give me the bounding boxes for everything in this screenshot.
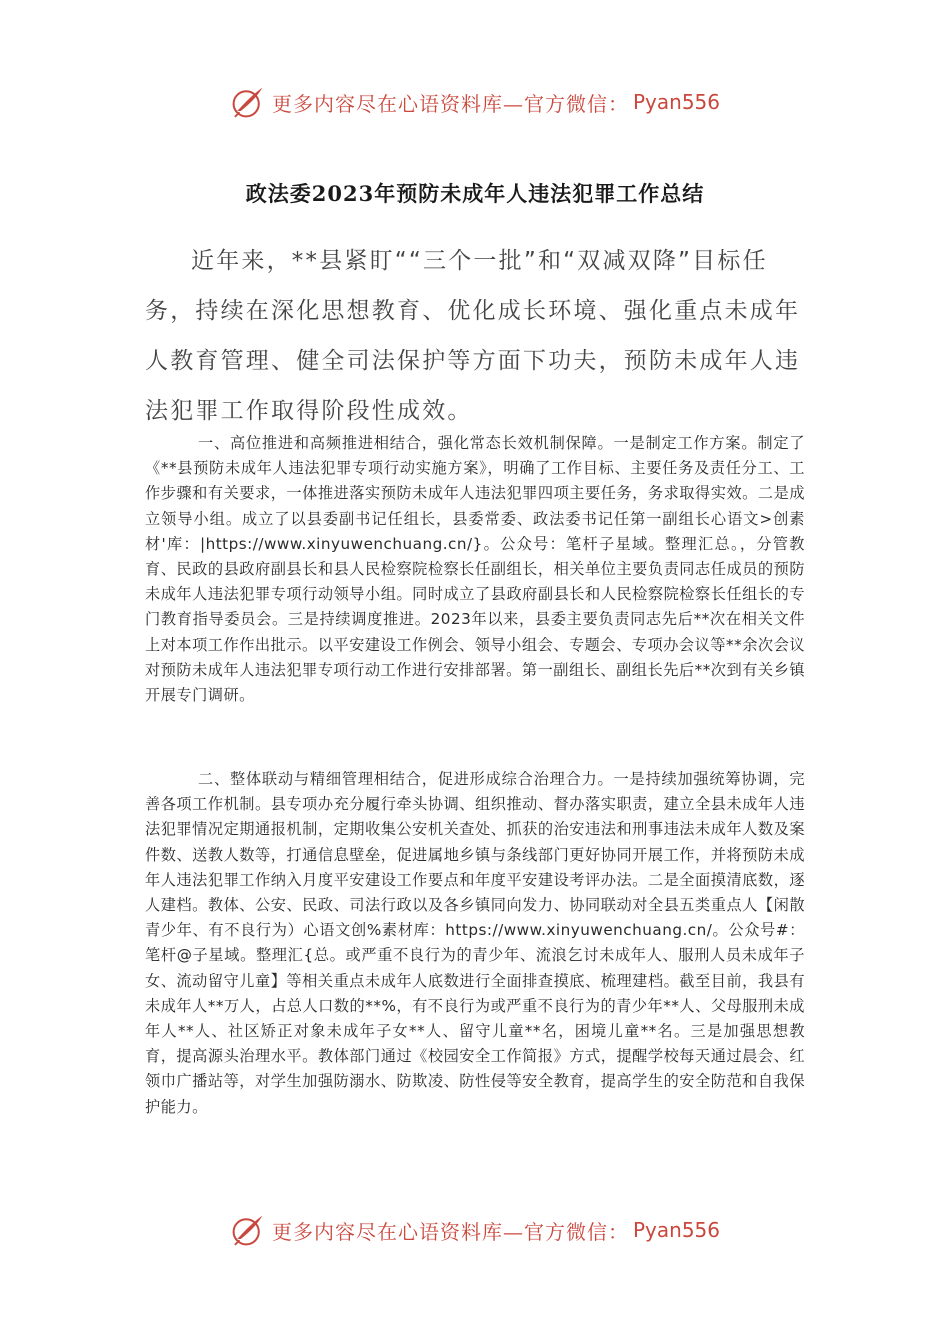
document-title: 政法委2023年预防未成年人违法犯罪工作总结 [245, 181, 705, 206]
body-paragraph-2: 二、整体联动与精细管理相结合，促进形成综合治理合力。一是持续加强统筹协调，完善各项工作机制。县专项办充分履行牵头协调、组织推动、督办落实职责，建立全县未成年人违法犯罪情况定期通报机制，定期收集公安机关查处、抓获的治安违法和刑事违法未成年人数及案件数、送教人数等，打通信息壁垒，促进属地乡镇与条线部门更好协同开展工作，并将预防未成年人违法犯罪工作纳入月度平安建设工作要点和年度平安建设考评办法。二是全面摸清底数，逐人建档。教体、公安、民政、司法行政以及各乡镇同向发力、协同联动对全县五类重点人【闲散青少年、有不良行为）心语文创%素材库：https://www.xinyuwenchuang.cn/。公众号#：笔杆@子星域。整理汇{总。或严重不良行为的青少年、流浪乞讨未成年人、服刑人员未成年子女、流动留守儿童】等相关重点未成年人底数进行全面排查摸底、梳理建档。截至目前，我县有未成年人**万人，占总人口数的**%，有不良行为或严重不良行为的青少年**人、父母服刑未成年人**人、社区矫正对象未成年子女**人、留守儿童**名，困境儿童**名。三是加强思想教育，提高源头治理水平。教体部门通过《校园安全工作简报》方式，提醒学校每天通过晨会、红领巾广播站等，对学生加强防溺水、防欺凌、防性侵等安全教育，提高学生的安全防范和自我保护能力。 [145, 770, 805, 1116]
footer-banner [0, 1210, 950, 1250]
header-banner [0, 82, 950, 122]
banner-wechat-id: Pyan556 [632, 1218, 720, 1242]
banner-wechat-id: Pyan556 [632, 90, 720, 114]
body-paragraph-1: 一、高位推进和高频推进相结合，强化常态长效机制保障。一是制定工作方案。制定了《**县预防未成年人违法犯罪专项行动实施方案》，明确了工作目标、主要任务及责任分工、工作步骤和有关要求，一体推进落实预防未成年人违法犯罪四项主要任务，务求取得实效。二是成立领导小组。成立了以县委副书记任组长，县委常委、政法委书记任第一副组长心语文>创素材'库：|https://www.xinyuwenchuang.cn/}。公众号：笔杆子星域。整理汇总。，分管教育、民政的县政府副县长和县人民检察院检察长任副组长，相关单位主要负责同志任成员的预防未成年人违法犯罪专项行动领导小组。同时成立了县政府副县长和人民检察院检察长任组长的专门教育指导委员会。三是持续调度推进。2023年以来，县委主要负责同志先后**次在相关文件上对本项工作作出批示。以平安建设工作例会、领导小组会、专题会、专项办会议等**余次会议对预防未成年人违法犯罪专项行动工作进行安排部署。第一副组长、副组长先后**次到有关乡镇开展专门调研。 [145, 434, 805, 705]
intro-paragraph: 近年来，**县紧盯““三个一批”和“双减双降”目标任务，持续在深化思想教育、优化成长环境、强化重点未成年人教育管理、健全司法保护等方面下功夫，预防未成年人违法犯罪工作取得阶段性成效。 [145, 248, 801, 424]
banner-text: 更多内容尽在心语资料库—官方微信： [271, 91, 629, 116]
quill-pen-logo-icon [230, 1212, 266, 1248]
quill-pen-logo-icon [230, 84, 266, 120]
banner-text: 更多内容尽在心语资料库—官方微信： [271, 1219, 629, 1244]
